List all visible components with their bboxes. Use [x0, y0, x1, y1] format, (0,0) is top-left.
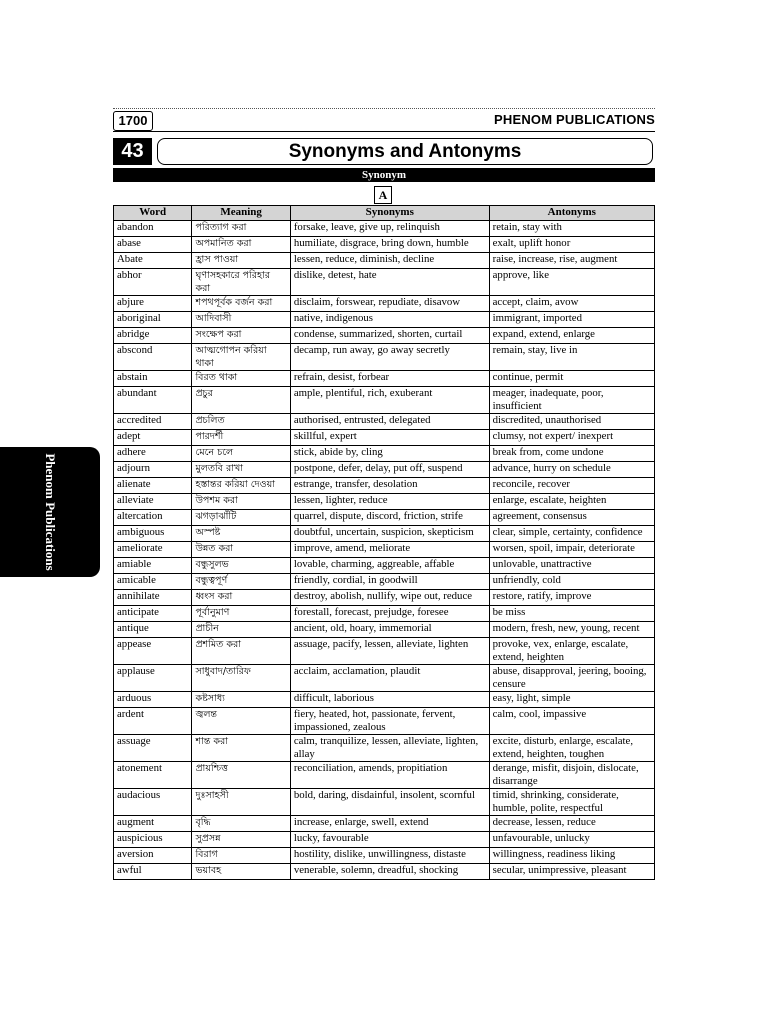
cell-meaning: শান্ত করা [192, 735, 290, 762]
table-body [114, 221, 655, 880]
cell-meaning: প্রশমিত করা [192, 638, 290, 665]
cell-antonyms: excite, disturb, enlarge, escalate, extend, heighten, toughen [489, 735, 654, 762]
cell-word: amicable [114, 574, 192, 590]
table-row [114, 494, 655, 510]
cell-meaning: অস্পষ্ট [192, 526, 290, 542]
column-header-meaning: Meaning [192, 206, 290, 221]
cell-word: abandon [114, 221, 192, 237]
cell-word: atonement [114, 762, 192, 789]
cell-word: abundant [114, 387, 192, 414]
cell-meaning: ঝগড়াঝাঁটি [192, 510, 290, 526]
table-row [114, 478, 655, 494]
cell-antonyms: modern, fresh, new, young, recent [489, 622, 654, 638]
table-row [114, 622, 655, 638]
cell-word: abase [114, 237, 192, 253]
page-number: 1700 [113, 111, 153, 131]
cell-synonyms: acclaim, acclamation, plaudit [290, 665, 489, 692]
table-row [114, 574, 655, 590]
cell-meaning: দুঃসাহসী [192, 789, 290, 816]
cell-antonyms: retain, stay with [489, 221, 654, 237]
cell-meaning: হ্রাস পাওয়া [192, 253, 290, 269]
cell-synonyms: humiliate, disgrace, bring down, humble [290, 237, 489, 253]
cell-antonyms: enlarge, escalate, heighten [489, 494, 654, 510]
cell-word: adhere [114, 446, 192, 462]
cell-meaning: বন্ধুত্বপূর্ণ [192, 574, 290, 590]
side-tab-label: Phenom Publications [43, 453, 58, 571]
cell-synonyms: ancient, old, hoary, immemorial [290, 622, 489, 638]
cell-meaning: প্রচুর [192, 387, 290, 414]
cell-antonyms: exalt, uplift honor [489, 237, 654, 253]
cell-antonyms: worsen, spoil, impair, deteriorate [489, 542, 654, 558]
cell-synonyms: increase, enlarge, swell, extend [290, 816, 489, 832]
cell-synonyms: forsake, leave, give up, relinquish [290, 221, 489, 237]
cell-word: antique [114, 622, 192, 638]
cell-meaning: পূর্বানুমাণ [192, 606, 290, 622]
cell-antonyms: unlovable, unattractive [489, 558, 654, 574]
cell-antonyms: willingness, readiness liking [489, 848, 654, 864]
cell-meaning: আত্মগোপন করিয়া থাকা [192, 344, 290, 371]
cell-antonyms: clumsy, not expert/ inexpert [489, 430, 654, 446]
cell-word: abjure [114, 296, 192, 312]
cell-synonyms: skillful, expert [290, 430, 489, 446]
cell-meaning: আদিবাসী [192, 312, 290, 328]
table-row [114, 832, 655, 848]
column-header-synonyms: Synonyms [290, 206, 489, 221]
cell-word: ardent [114, 708, 192, 735]
cell-word: auspicious [114, 832, 192, 848]
cell-antonyms: secular, unimpressive, pleasant [489, 864, 654, 880]
cell-word: aboriginal [114, 312, 192, 328]
cell-synonyms: difficult, laborious [290, 692, 489, 708]
cell-synonyms: lessen, reduce, diminish, decline [290, 253, 489, 269]
cell-antonyms: unfriendly, cold [489, 574, 654, 590]
cell-antonyms: discredited, unauthorised [489, 414, 654, 430]
cell-antonyms: timid, shrinking, considerate, humble, polite, respectful [489, 789, 654, 816]
cell-meaning: কষ্টসাধ্য [192, 692, 290, 708]
table-row [114, 462, 655, 478]
table-row [114, 638, 655, 665]
cell-synonyms: postpone, defer, delay, put off, suspend [290, 462, 489, 478]
table-row [114, 665, 655, 692]
header-rule [113, 131, 655, 132]
cell-word: annihilate [114, 590, 192, 606]
cell-meaning: বিরাগ [192, 848, 290, 864]
cell-synonyms: condense, summarized, shorten, curtail [290, 328, 489, 344]
cell-synonyms: bold, daring, disdainful, insolent, scornful [290, 789, 489, 816]
cell-antonyms: abuse, disapproval, jeering, booing, censure [489, 665, 654, 692]
table-row [114, 735, 655, 762]
table-row [114, 237, 655, 253]
cell-antonyms: remain, stay, live in [489, 344, 654, 371]
table-row [114, 328, 655, 344]
chapter-number: 43 [113, 138, 152, 165]
cell-meaning: ভয়াবহ [192, 864, 290, 880]
cell-meaning: জ্বলন্ত [192, 708, 290, 735]
cell-antonyms: immigrant, imported [489, 312, 654, 328]
cell-synonyms: improve, amend, meliorate [290, 542, 489, 558]
cell-meaning: প্রাচীন [192, 622, 290, 638]
cell-synonyms: venerable, solemn, dreadful, shocking [290, 864, 489, 880]
cell-antonyms: decrease, lessen, reduce [489, 816, 654, 832]
letter-heading: A [374, 186, 392, 204]
cell-synonyms: estrange, transfer, desolation [290, 478, 489, 494]
table-row [114, 692, 655, 708]
cell-meaning: সুপ্রসন্ন [192, 832, 290, 848]
table-row [114, 510, 655, 526]
cell-word: alienate [114, 478, 192, 494]
cell-meaning: পরিত্যাগ করা [192, 221, 290, 237]
table-row [114, 590, 655, 606]
cell-word: appease [114, 638, 192, 665]
chapter-title: Synonyms and Antonyms [157, 138, 653, 165]
cell-antonyms: clear, simple, certainty, confidence [489, 526, 654, 542]
cell-antonyms: approve, like [489, 269, 654, 296]
cell-antonyms: raise, increase, rise, augment [489, 253, 654, 269]
cell-word: Abate [114, 253, 192, 269]
cell-synonyms: hostility, dislike, unwillingness, distaste [290, 848, 489, 864]
table-header-row [114, 206, 655, 221]
cell-meaning: অপমানিত করা [192, 237, 290, 253]
cell-word: abhor [114, 269, 192, 296]
cell-antonyms: unfavourable, unlucky [489, 832, 654, 848]
cell-meaning: ধ্বংস করা [192, 590, 290, 606]
cell-antonyms: be miss [489, 606, 654, 622]
cell-word: ameliorate [114, 542, 192, 558]
cell-meaning: উন্নত করা [192, 542, 290, 558]
cell-meaning: প্রায়শ্চিত্ত [192, 762, 290, 789]
table-row [114, 864, 655, 880]
cell-word: amiable [114, 558, 192, 574]
cell-meaning: পারদর্শী [192, 430, 290, 446]
section-label: Synonym [113, 168, 655, 182]
table-row [114, 816, 655, 832]
cell-word: assuage [114, 735, 192, 762]
cell-word: anticipate [114, 606, 192, 622]
cell-synonyms: reconciliation, amends, propitiation [290, 762, 489, 789]
cell-antonyms: meager, inadequate, poor, insufficient [489, 387, 654, 414]
cell-meaning: হস্তান্তর করিয়া দেওয়া [192, 478, 290, 494]
side-tab [0, 447, 100, 577]
cell-meaning: সাধুবাদ/তারিফ [192, 665, 290, 692]
cell-antonyms: expand, extend, enlarge [489, 328, 654, 344]
table-row [114, 253, 655, 269]
table-row [114, 848, 655, 864]
cell-synonyms: quarrel, dispute, discord, friction, strife [290, 510, 489, 526]
table-row [114, 606, 655, 622]
cell-meaning: ঘৃণাসহকারে পরিহার করা [192, 269, 290, 296]
cell-word: abscond [114, 344, 192, 371]
cell-synonyms: assuage, pacify, lessen, alleviate, lighten [290, 638, 489, 665]
cell-word: awful [114, 864, 192, 880]
table-row [114, 312, 655, 328]
table-row [114, 371, 655, 387]
cell-synonyms: dislike, detest, hate [290, 269, 489, 296]
cell-antonyms: reconcile, recover [489, 478, 654, 494]
cell-synonyms: destroy, abolish, nullify, wipe out, reduce [290, 590, 489, 606]
cell-synonyms: lucky, favourable [290, 832, 489, 848]
table-row [114, 430, 655, 446]
table-row [114, 446, 655, 462]
cell-meaning: মুলতবি রাখা [192, 462, 290, 478]
cell-antonyms: continue, permit [489, 371, 654, 387]
cell-meaning: বন্ধুসুলভ [192, 558, 290, 574]
cell-antonyms: agreement, consensus [489, 510, 654, 526]
table-row [114, 762, 655, 789]
cell-word: audacious [114, 789, 192, 816]
cell-antonyms: break from, come undone [489, 446, 654, 462]
cell-synonyms: decamp, run away, go away secretly [290, 344, 489, 371]
cell-synonyms: lessen, lighter, reduce [290, 494, 489, 510]
cell-meaning: বৃদ্ধি [192, 816, 290, 832]
cell-antonyms: provoke, vex, enlarge, escalate, extend, heighten [489, 638, 654, 665]
cell-antonyms: easy, light, simple [489, 692, 654, 708]
table-row [114, 708, 655, 735]
cell-meaning: উপশম করা [192, 494, 290, 510]
cell-word: adept [114, 430, 192, 446]
cell-word: augment [114, 816, 192, 832]
header-dotted-rule [113, 108, 655, 109]
cell-meaning: বিরত থাকা [192, 371, 290, 387]
cell-word: abridge [114, 328, 192, 344]
cell-synonyms: authorised, entrusted, delegated [290, 414, 489, 430]
cell-word: adjourn [114, 462, 192, 478]
cell-synonyms: fiery, heated, hot, passionate, fervent, impassioned, zealous [290, 708, 489, 735]
table-row [114, 296, 655, 312]
cell-word: aversion [114, 848, 192, 864]
table-row [114, 526, 655, 542]
column-header-antonyms: Antonyms [489, 206, 654, 221]
cell-meaning: সংক্ষেপ করা [192, 328, 290, 344]
cell-word: applause [114, 665, 192, 692]
cell-word: accredited [114, 414, 192, 430]
cell-antonyms: restore, ratify, improve [489, 590, 654, 606]
column-header-word: Word [114, 206, 192, 221]
cell-synonyms: native, indigenous [290, 312, 489, 328]
cell-word: ambiguous [114, 526, 192, 542]
cell-antonyms: advance, hurry on schedule [489, 462, 654, 478]
table-row [114, 344, 655, 371]
cell-synonyms: forestall, forecast, prejudge, foresee [290, 606, 489, 622]
table-row [114, 414, 655, 430]
cell-synonyms: stick, abide by, cling [290, 446, 489, 462]
table-row [114, 387, 655, 414]
cell-synonyms: ample, plentiful, rich, exuberant [290, 387, 489, 414]
cell-meaning: শপথপূর্বক বর্জন করা [192, 296, 290, 312]
synonym-table [113, 205, 655, 880]
cell-synonyms: friendly, cordial, in goodwill [290, 574, 489, 590]
cell-synonyms: lovable, charming, aggreable, affable [290, 558, 489, 574]
publisher-name: PHENOM PUBLICATIONS [493, 112, 655, 127]
cell-word: arduous [114, 692, 192, 708]
table-row [114, 269, 655, 296]
table-row [114, 542, 655, 558]
cell-synonyms: disclaim, forswear, repudiate, disavow [290, 296, 489, 312]
table-row [114, 221, 655, 237]
cell-synonyms: doubtful, uncertain, suspicion, skepticism [290, 526, 489, 542]
cell-word: altercation [114, 510, 192, 526]
cell-synonyms: calm, tranquilize, lessen, alleviate, lighten, allay [290, 735, 489, 762]
cell-meaning: মেনে চলে [192, 446, 290, 462]
cell-antonyms: calm, cool, impassive [489, 708, 654, 735]
cell-synonyms: refrain, desist, forbear [290, 371, 489, 387]
cell-word: abstain [114, 371, 192, 387]
table-row [114, 789, 655, 816]
cell-meaning: প্রচলিত [192, 414, 290, 430]
table-row [114, 558, 655, 574]
cell-word: alleviate [114, 494, 192, 510]
cell-antonyms: accept, claim, avow [489, 296, 654, 312]
cell-antonyms: derange, misfit, disjoin, dislocate, disarrange [489, 762, 654, 789]
